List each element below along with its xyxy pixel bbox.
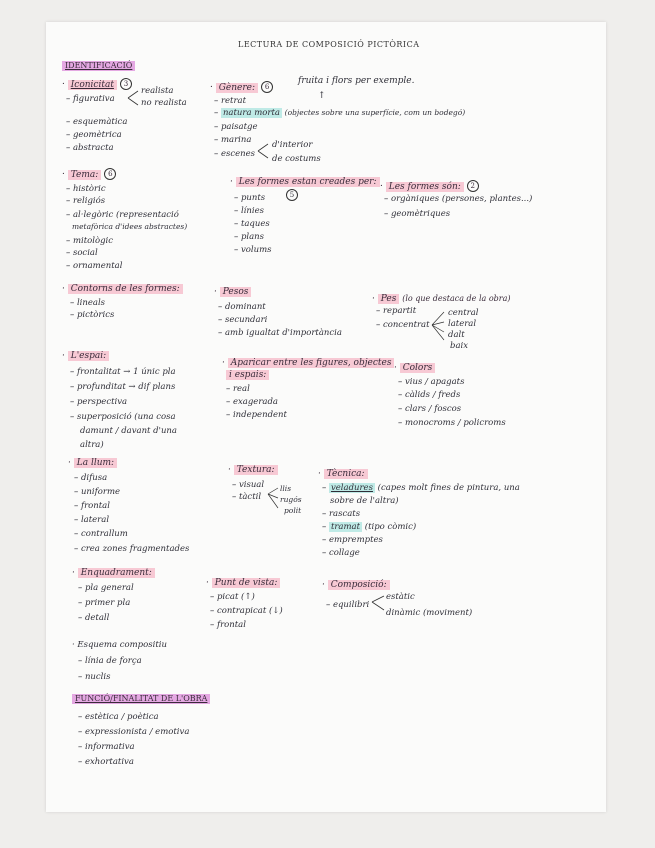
iconicitat-item: – abstracta — [66, 143, 114, 153]
aparicio-heading-2: i espais: — [226, 370, 269, 380]
funcio-item: – estètica / poètica — [78, 712, 159, 722]
aparicio-heading: · Aparicar entre les figures, objectes — [222, 358, 394, 368]
section-identificacio: IDENTIFICACIÓ — [62, 61, 135, 71]
genere-heading: · Gènere: 6 — [210, 81, 273, 93]
composicio-heading: · Composició: — [322, 580, 390, 590]
llum-item: – uniforme — [74, 487, 121, 497]
tecnica-veladures: – veladures (capes molt fines de pintura, una — [322, 483, 520, 493]
genere-item: – marina — [214, 135, 252, 145]
colors-item: – vius / apagats — [398, 377, 465, 387]
pes-heading: · Pes (lo que destaca de la obra) — [372, 294, 511, 304]
punt-vista-heading: · Punt de vista: — [206, 578, 280, 588]
llum-item: – crea zones fragmentades — [74, 544, 190, 554]
tactil-sub: llis — [280, 484, 292, 493]
tecnica-veladures-cont: sobre de l'altra) — [330, 496, 399, 506]
esquema-item: – línia de força — [78, 656, 142, 666]
tema-item: – al·legòric (representació — [66, 210, 179, 220]
pes-sub: dalt — [448, 330, 465, 340]
formes-creades-heading: · Les formes estan creades per: — [230, 177, 380, 187]
tecnica-heading: · Tècnica: — [318, 469, 368, 479]
aparicio-item: – real — [226, 384, 250, 394]
genere-item: – paisatge — [214, 122, 258, 132]
tactil-sub: polit — [284, 506, 302, 515]
pes-concentrat: – concentrat — [376, 320, 430, 330]
tema-item: – religiós — [66, 196, 106, 206]
aparicio-item: – exagerada — [226, 397, 278, 407]
punt-vista-item: – picat (↑) — [210, 592, 255, 602]
formes-creades-item: – taques — [234, 219, 270, 229]
colors-item: – clars / foscos — [398, 404, 462, 414]
espai-item-cont: altra) — [80, 440, 104, 450]
colors-heading: · Colors — [394, 363, 435, 373]
espai-item: – superposició (una cosa — [70, 412, 176, 422]
pes-sub: baix — [450, 341, 469, 351]
enquadrament-heading: · Enquadrament: — [72, 568, 155, 578]
tecnica-item: – empremptes — [322, 535, 383, 545]
genere-note: fruita i flors per exemple. — [298, 76, 415, 86]
composicio-item: – equilibri — [326, 600, 370, 610]
bracket-concentrat — [432, 308, 446, 342]
pes-sub: lateral — [448, 319, 477, 329]
tema-item-cont: metafòrica d'idees abstractes) — [72, 222, 188, 231]
tema-item: – mitològic — [66, 236, 114, 246]
escenes-sub: d'interior — [272, 140, 313, 150]
formes-creades-item: – volums — [234, 245, 272, 255]
bracket-tactil — [268, 486, 280, 512]
punt-vista-item: – frontal — [210, 620, 246, 630]
espai-heading: · L'espai: — [62, 351, 109, 361]
tema-heading: · Tema: 6 — [62, 168, 116, 180]
funcio-item: – informativa — [78, 742, 135, 752]
funcio-item: – exhortativa — [78, 757, 134, 767]
textura-heading: · Textura: — [228, 465, 278, 475]
aparicio-item: – independent — [226, 410, 287, 420]
espai-item: – profunditat → dif plans — [70, 382, 176, 392]
contorns-heading: · Contorns de les formes: — [62, 284, 183, 294]
tecnica-item: – collage — [322, 548, 360, 558]
espai-item: – perspectiva — [70, 397, 128, 407]
genere-item: – retrat — [214, 96, 247, 106]
up-arrow-icon: ↑ — [318, 91, 326, 101]
bracket-equilibri — [372, 594, 386, 614]
punt-vista-item: – contrapicat (↓) — [210, 606, 283, 616]
iconicitat-item: – geomètrica — [66, 130, 122, 140]
pes-repartit: – repartit — [376, 306, 417, 316]
llum-item: – frontal — [74, 501, 110, 511]
textura-item: – tàctil — [232, 492, 262, 502]
esquema-item: – nuclis — [78, 672, 111, 682]
contorns-item: – pictòrics — [70, 310, 115, 320]
enquadrament-item: – detall — [78, 613, 110, 623]
espai-item-cont: damunt / davant d'una — [80, 426, 177, 436]
iconicitat-figurativa: – figurativa — [66, 94, 115, 104]
textura-item: – visual — [232, 480, 265, 490]
esquema-heading: · Esquema compositiu — [72, 640, 167, 650]
page-title: LECTURA DE COMPOSICIÓ PICTÒRICA — [238, 40, 420, 49]
formes-son-heading: · Les formes són: 2 — [380, 180, 479, 192]
section-funcio: FUNCIÓ/FINALITAT DE L'OBRA — [72, 694, 210, 704]
llum-item: – contrallum — [74, 529, 128, 539]
enquadrament-item: – primer pla — [78, 598, 131, 608]
bracket-figurativa — [128, 89, 140, 107]
pesos-heading: · Pesos — [214, 287, 251, 297]
tema-item: – ornamental — [66, 261, 123, 271]
genere-item: – escenes — [214, 149, 256, 159]
pes-sub: central — [448, 308, 479, 318]
iconicitat-item: – esquemàtica — [66, 117, 128, 127]
tecnica-item: – rascats — [322, 509, 361, 519]
funcio-item: – expressionista / emotiva — [78, 727, 190, 737]
composicio-sub: dinàmic (moviment) — [386, 608, 473, 618]
iconicitat-heading: · Iconicitat 3 — [62, 78, 132, 90]
tema-item: – social — [66, 248, 98, 258]
llum-heading: · La llum: — [68, 458, 117, 468]
formes-creades-item: – línies — [234, 206, 264, 216]
colors-item: – càlids / freds — [398, 390, 461, 400]
tema-item: – històric — [66, 184, 106, 194]
escenes-sub: de costums — [272, 154, 321, 164]
genere-item-natura: – natura morta (objectes sobre una superfície, com un bodegó) — [214, 108, 466, 118]
colors-item: – monocroms / policroms — [398, 418, 506, 428]
contorns-item: – lineals — [70, 298, 106, 308]
llum-item: – lateral — [74, 515, 110, 525]
tecnica-item-tramat: – tramat (tipo còmic) — [322, 522, 417, 532]
iconicitat-no-realista: no realista — [141, 98, 187, 108]
enquadrament-item: – pla general — [78, 583, 134, 593]
llum-item: – difusa — [74, 473, 108, 483]
formes-son-item: – geomètriques — [384, 209, 451, 219]
tactil-sub: rugós — [280, 495, 302, 504]
pesos-item: – secundari — [218, 315, 268, 325]
espai-item: – frontalitat → 1 únic pla — [70, 367, 176, 377]
formes-son-item: – orgàniques (persones, plantes...) — [384, 194, 533, 204]
iconicitat-realista: realista — [141, 86, 174, 96]
pesos-item: – dominant — [218, 302, 266, 312]
bracket-escenes — [258, 142, 270, 160]
composicio-sub: estàtic — [386, 592, 415, 602]
formes-creades-count: 5 — [283, 189, 298, 201]
formes-creades-item: – punts — [234, 193, 266, 203]
formes-creades-item: – plans — [234, 232, 265, 242]
pesos-item: – amb igualtat d'importància — [218, 328, 342, 338]
